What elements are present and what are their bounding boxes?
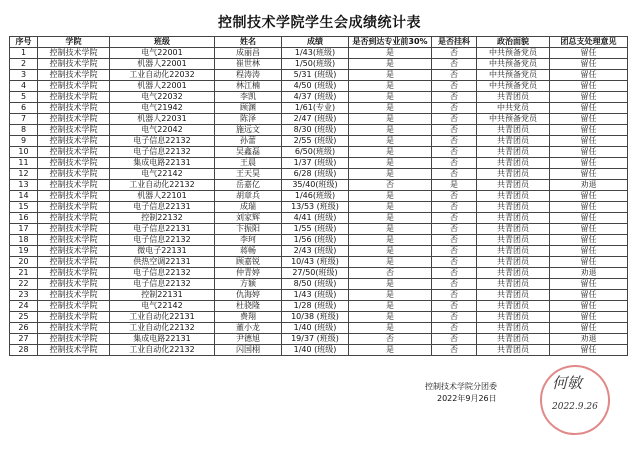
table-cell: 1/40 (班级) xyxy=(282,323,349,334)
table-cell: 是 xyxy=(349,213,432,224)
table-cell: 电子信息22131 xyxy=(110,202,215,213)
table-cell: 控制技术学院 xyxy=(38,224,110,235)
table-row xyxy=(10,268,628,279)
table-row xyxy=(10,246,628,257)
table-cell: 崔世林 xyxy=(215,59,282,70)
header-cell: 政治面貌 xyxy=(477,37,550,48)
table-cell: 否 xyxy=(432,323,477,334)
table-cell: 留任 xyxy=(550,169,628,180)
table-cell: 电子信息22132 xyxy=(110,136,215,147)
table-cell: 留任 xyxy=(550,202,628,213)
table-cell: 是 xyxy=(349,246,432,257)
table-cell: 工业自动化22132 xyxy=(110,345,215,356)
footer-date: 2022年9月26日 xyxy=(437,394,497,403)
table-cell: 否 xyxy=(432,70,477,81)
table-cell: 否 xyxy=(432,213,477,224)
table-cell: 否 xyxy=(432,158,477,169)
table-cell: 否 xyxy=(432,147,477,158)
table-cell: 顾渊 xyxy=(215,103,282,114)
table-cell: 3 xyxy=(10,70,38,81)
table-cell: 27/50(班级) xyxy=(282,268,349,279)
table-cell: 留任 xyxy=(550,290,628,301)
table-cell: 闪国栩 xyxy=(215,345,282,356)
table-cell: 否 xyxy=(432,169,477,180)
table-cell: 共青团员 xyxy=(477,169,550,180)
table-row xyxy=(10,301,628,312)
table-cell: 1/46(班级) xyxy=(282,191,349,202)
table-cell: 共青团员 xyxy=(477,213,550,224)
table-cell: 控制技术学院 xyxy=(38,92,110,103)
table-cell: 控制技术学院 xyxy=(38,301,110,312)
table-cell: 否 xyxy=(432,312,477,323)
table-row xyxy=(10,169,628,180)
table-cell: 电气22142 xyxy=(110,301,215,312)
table-cell: 控制技术学院 xyxy=(38,125,110,136)
table-cell: 电子信息22132 xyxy=(110,279,215,290)
table-cell: 留任 xyxy=(550,59,628,70)
table-cell: 是 xyxy=(349,290,432,301)
table-cell: 工业自动化22132 xyxy=(110,180,215,191)
header-cell: 成绩 xyxy=(282,37,349,48)
table-cell: 控制技术学院 xyxy=(38,147,110,158)
table-cell: 21 xyxy=(10,268,38,279)
header-cell: 序号 xyxy=(10,37,38,48)
table-cell: 19 xyxy=(10,246,38,257)
table-row xyxy=(10,59,628,70)
table-cell: 控制技术学院 xyxy=(38,158,110,169)
table-cell: 王晨 xyxy=(215,158,282,169)
table-cell: 共青团员 xyxy=(477,246,550,257)
table-cell: 35/40(班级) xyxy=(282,180,349,191)
table-cell: 共青团员 xyxy=(477,125,550,136)
table-cell: 是 xyxy=(349,323,432,334)
table-cell: 是 xyxy=(349,224,432,235)
table-cell: 留任 xyxy=(550,136,628,147)
table-cell: 中共预备党员 xyxy=(477,114,550,125)
table-cell: 机器人22001 xyxy=(110,59,215,70)
table-cell: 13 xyxy=(10,180,38,191)
table-cell: 机器人22101 xyxy=(110,191,215,202)
table-cell: 是 xyxy=(349,125,432,136)
table-cell: 电子信息22132 xyxy=(110,235,215,246)
table-cell: 19/37 (班级) xyxy=(282,334,349,345)
table-cell: 留任 xyxy=(550,191,628,202)
table-cell: 否 xyxy=(432,125,477,136)
header-cell: 是否到达专业前30% xyxy=(349,37,432,48)
table-cell: 施远文 xyxy=(215,125,282,136)
table-cell: 否 xyxy=(432,103,477,114)
table-cell: 2/55 (班级) xyxy=(282,136,349,147)
table-cell: 是 xyxy=(349,70,432,81)
table-cell: 1/50(班级) xyxy=(282,59,349,70)
table-cell: 8/30 (班级) xyxy=(282,125,349,136)
table-row xyxy=(10,180,628,191)
table-cell: 陈泽 xyxy=(215,114,282,125)
table-cell: 23 xyxy=(10,290,38,301)
table-cell: 控制技术学院 xyxy=(38,114,110,125)
table-cell: 28 xyxy=(10,345,38,356)
table-cell: 控制技术学院 xyxy=(38,70,110,81)
table-row xyxy=(10,213,628,224)
table-cell: 控制技术学院 xyxy=(38,334,110,345)
table-cell: 微电子22131 xyxy=(110,246,215,257)
table-cell: 否 xyxy=(432,224,477,235)
table-row xyxy=(10,70,628,81)
table-cell: 27 xyxy=(10,334,38,345)
table-cell: 控制技术学院 xyxy=(38,213,110,224)
handwritten-signature: 何敏 xyxy=(552,374,583,392)
table-cell: 是 xyxy=(349,235,432,246)
table-cell: 共青团员 xyxy=(477,224,550,235)
table-cell: 控制技术学院 xyxy=(38,59,110,70)
table-cell: 电气22001 xyxy=(110,48,215,59)
table-cell: 李凯 xyxy=(215,92,282,103)
table-cell: 2/47 (班级) xyxy=(282,114,349,125)
table-cell: 6/28 (班级) xyxy=(282,169,349,180)
header-cell: 班级 xyxy=(110,37,215,48)
table-row xyxy=(10,147,628,158)
table-row xyxy=(10,48,628,59)
table-row xyxy=(10,92,628,103)
table-cell: 是 xyxy=(349,345,432,356)
table-cell: 控制技术学院 xyxy=(38,268,110,279)
table-cell: 是 xyxy=(349,81,432,92)
table-cell: 留任 xyxy=(550,48,628,59)
table-row xyxy=(10,290,628,301)
table-cell: 留任 xyxy=(550,279,628,290)
table-cell: 1/40 (班级) xyxy=(282,345,349,356)
table-cell: 否 xyxy=(432,114,477,125)
table-cell: 否 xyxy=(432,290,477,301)
table-cell: 8 xyxy=(10,125,38,136)
table-cell: 否 xyxy=(432,246,477,257)
table-body xyxy=(10,48,628,356)
table-cell: 留任 xyxy=(550,301,628,312)
table-cell: 留任 xyxy=(550,103,628,114)
table-cell: 15 xyxy=(10,202,38,213)
table-row xyxy=(10,279,628,290)
table-cell: 集成电路22131 xyxy=(110,334,215,345)
table-cell: 1 xyxy=(10,48,38,59)
table-cell: 是 xyxy=(349,103,432,114)
table-cell: 工业自动化22032 xyxy=(110,70,215,81)
table-cell: 共青团员 xyxy=(477,257,550,268)
table-row xyxy=(10,323,628,334)
table-cell: 2/43 (班级) xyxy=(282,246,349,257)
header-cell: 团总支处理意见 xyxy=(550,37,628,48)
table-cell: 10/38 (班级) xyxy=(282,312,349,323)
table-cell: 10/43 (班级) xyxy=(282,257,349,268)
table-cell: 控制技术学院 xyxy=(38,345,110,356)
table-cell: 控制技术学院 xyxy=(38,246,110,257)
table-cell: 留任 xyxy=(550,213,628,224)
table-cell: 电子信息22132 xyxy=(110,268,215,279)
table-cell: 1/37 (班级) xyxy=(282,158,349,169)
table-row xyxy=(10,191,628,202)
table-cell: 控制技术学院 xyxy=(38,48,110,59)
header-cell: 姓名 xyxy=(215,37,282,48)
table-cell: 控制技术学院 xyxy=(38,81,110,92)
table-cell: 是 xyxy=(349,158,432,169)
table-cell: 留任 xyxy=(550,158,628,169)
table-cell: 9 xyxy=(10,136,38,147)
table-cell: 中共预备党员 xyxy=(477,48,550,59)
table-cell: 电气22142 xyxy=(110,169,215,180)
table-cell: 是 xyxy=(349,147,432,158)
table-cell: 共青团员 xyxy=(477,268,550,279)
table-cell: 4 xyxy=(10,81,38,92)
table-cell: 电气22032 xyxy=(110,92,215,103)
table-cell: 共青团员 xyxy=(477,235,550,246)
table-cell: 否 xyxy=(349,334,432,345)
table-cell: 否 xyxy=(432,279,477,290)
table-cell: 否 xyxy=(349,268,432,279)
table-cell: 1/56 (班级) xyxy=(282,235,349,246)
table-cell: 留任 xyxy=(550,345,628,356)
table-cell: 22 xyxy=(10,279,38,290)
table-cell: 控制技术学院 xyxy=(38,235,110,246)
table-row xyxy=(10,136,628,147)
table-cell: 共青团员 xyxy=(477,202,550,213)
table-cell: 控制技术学院 xyxy=(38,279,110,290)
table-cell: 中共预备党员 xyxy=(477,59,550,70)
table-cell: 共青团员 xyxy=(477,334,550,345)
table-cell: 17 xyxy=(10,224,38,235)
table-cell: 吴鑫磊 xyxy=(215,147,282,158)
grades-table xyxy=(9,36,628,356)
table-cell: 杜骁隆 xyxy=(215,301,282,312)
table-cell: 留任 xyxy=(550,323,628,334)
table-row xyxy=(10,125,628,136)
table-cell: 共青团员 xyxy=(477,312,550,323)
table-cell: 共青团员 xyxy=(477,92,550,103)
table-row xyxy=(10,345,628,356)
table-cell: 否 xyxy=(432,257,477,268)
table-cell: 蒋畅 xyxy=(215,246,282,257)
table-cell: 否 xyxy=(432,235,477,246)
table-cell: 25 xyxy=(10,312,38,323)
table-cell: 劝退 xyxy=(550,180,628,191)
table-cell: 否 xyxy=(432,268,477,279)
table-cell: 11 xyxy=(10,158,38,169)
table-cell: 仲青婷 xyxy=(215,268,282,279)
table-cell: 方颖 xyxy=(215,279,282,290)
table-cell: 否 xyxy=(432,202,477,213)
table-cell: 13/53 (班级) xyxy=(282,202,349,213)
table-cell: 电气21942 xyxy=(110,103,215,114)
handwritten-date: 2022.9.26 xyxy=(552,402,598,412)
table-cell: 胡章兵 xyxy=(215,191,282,202)
table-cell: 否 xyxy=(432,191,477,202)
table-cell: 6 xyxy=(10,103,38,114)
table-cell: 控制22131 xyxy=(110,290,215,301)
table-cell: 是 xyxy=(349,169,432,180)
table-cell: 8/50 (班级) xyxy=(282,279,349,290)
table-cell: 留任 xyxy=(550,81,628,92)
table-cell: 共青团员 xyxy=(477,279,550,290)
table-cell: 是 xyxy=(349,136,432,147)
table-cell: 共青团员 xyxy=(477,136,550,147)
table-cell: 顾嘉锐 xyxy=(215,257,282,268)
table-row xyxy=(10,114,628,125)
table-cell: 共青团员 xyxy=(477,180,550,191)
table-cell: 留任 xyxy=(550,147,628,158)
table-cell: 控制技术学院 xyxy=(38,257,110,268)
table-cell: 劝退 xyxy=(550,268,628,279)
table-cell: 20 xyxy=(10,257,38,268)
table-cell: 留任 xyxy=(550,114,628,125)
table-cell: 中共党员 xyxy=(477,103,550,114)
table-cell: 12 xyxy=(10,169,38,180)
table-cell: 王天昊 xyxy=(215,169,282,180)
table-cell: 李珂 xyxy=(215,235,282,246)
table-cell: 共青团员 xyxy=(477,323,550,334)
table-cell: 是 xyxy=(349,48,432,59)
table-cell: 14 xyxy=(10,191,38,202)
table-cell: 留任 xyxy=(550,246,628,257)
table-cell: 是 xyxy=(349,191,432,202)
table-row xyxy=(10,257,628,268)
table-cell: 否 xyxy=(432,48,477,59)
table-cell: 是 xyxy=(349,279,432,290)
table-cell: 18 xyxy=(10,235,38,246)
table-cell: 否 xyxy=(432,81,477,92)
table-cell: 26 xyxy=(10,323,38,334)
table-cell: 控制22132 xyxy=(110,213,215,224)
table-cell: 留任 xyxy=(550,125,628,136)
table-cell: 否 xyxy=(349,180,432,191)
table-row xyxy=(10,334,628,345)
table-cell: 4/37 (班级) xyxy=(282,92,349,103)
table-row xyxy=(10,224,628,235)
table-cell: 5/31 (班级) xyxy=(282,70,349,81)
document-title: 控制技术学院学生会成绩统计表 xyxy=(218,15,421,31)
table-cell: 是 xyxy=(349,202,432,213)
table-cell: 否 xyxy=(432,59,477,70)
table-cell: 费翔 xyxy=(215,312,282,323)
table-header-row xyxy=(10,37,628,48)
table-cell: 4/41 (班级) xyxy=(282,213,349,224)
table-cell: 24 xyxy=(10,301,38,312)
table-cell: 共青团员 xyxy=(477,301,550,312)
table-cell: 5 xyxy=(10,92,38,103)
table-cell: 控制技术学院 xyxy=(38,136,110,147)
table-cell: 是 xyxy=(432,180,477,191)
table-cell: 是 xyxy=(349,92,432,103)
table-row xyxy=(10,202,628,213)
table-cell: 岳嘉亿 xyxy=(215,180,282,191)
table-cell: 中共预备党员 xyxy=(477,81,550,92)
table-cell: 7 xyxy=(10,114,38,125)
table-cell: 6/50(班级) xyxy=(282,147,349,158)
table-cell: 留任 xyxy=(550,257,628,268)
table-cell: 共青团员 xyxy=(477,345,550,356)
table-cell: 林江楠 xyxy=(215,81,282,92)
table-cell: 控制技术学院 xyxy=(38,169,110,180)
table-cell: 否 xyxy=(432,334,477,345)
table-cell: 留任 xyxy=(550,70,628,81)
table-cell: 2 xyxy=(10,59,38,70)
table-cell: 尹德旭 xyxy=(215,334,282,345)
table-cell: 工业自动化22132 xyxy=(110,323,215,334)
table-cell: 程涛涛 xyxy=(215,70,282,81)
table-cell: 1/55 (班级) xyxy=(282,224,349,235)
table-cell: 孙蕾 xyxy=(215,136,282,147)
table-row xyxy=(10,235,628,246)
table-cell: 否 xyxy=(432,136,477,147)
table-cell: 否 xyxy=(432,301,477,312)
table-cell: 机器人22001 xyxy=(110,81,215,92)
header-cell: 学院 xyxy=(38,37,110,48)
table-cell: 供热空调22131 xyxy=(110,257,215,268)
table-cell: 控制技术学院 xyxy=(38,191,110,202)
table-cell: 留任 xyxy=(550,235,628,246)
table-cell: 是 xyxy=(349,312,432,323)
table-row xyxy=(10,158,628,169)
table-cell: 1/61(专业) xyxy=(282,103,349,114)
table-cell: 共青团员 xyxy=(477,191,550,202)
table-cell: 刘家辉 xyxy=(215,213,282,224)
table-cell: 留任 xyxy=(550,92,628,103)
table-cell: 共青团员 xyxy=(477,147,550,158)
table-cell: 劝退 xyxy=(550,334,628,345)
table-cell: 1/28 (班级) xyxy=(282,301,349,312)
table-cell: 留任 xyxy=(550,312,628,323)
footer-org: 控制技术学院分团委 xyxy=(425,382,497,391)
table-cell: 控制技术学院 xyxy=(38,290,110,301)
table-cell: 是 xyxy=(349,301,432,312)
table-cell: 留任 xyxy=(550,224,628,235)
table-cell: 电子信息22132 xyxy=(110,147,215,158)
table-cell: 共青团员 xyxy=(477,158,550,169)
table-cell: 否 xyxy=(432,345,477,356)
table-cell: 控制技术学院 xyxy=(38,202,110,213)
header-cell: 是否挂科 xyxy=(432,37,477,48)
table-cell: 卞振阳 xyxy=(215,224,282,235)
table-cell: 电子信息22131 xyxy=(110,224,215,235)
table-cell: 控制技术学院 xyxy=(38,312,110,323)
table-cell: 1/43 (班级) xyxy=(282,290,349,301)
table-cell: 成丽昌 xyxy=(215,48,282,59)
table-cell: 仇海婷 xyxy=(215,290,282,301)
table-row xyxy=(10,81,628,92)
table-cell: 共青团员 xyxy=(477,290,550,301)
table-cell: 10 xyxy=(10,147,38,158)
table-cell: 机器人22031 xyxy=(110,114,215,125)
table-cell: 董小龙 xyxy=(215,323,282,334)
table-cell: 中共预备党员 xyxy=(477,70,550,81)
table-cell: 控制技术学院 xyxy=(38,323,110,334)
table-cell: 是 xyxy=(349,257,432,268)
table-cell: 是 xyxy=(349,59,432,70)
table-cell: 工业自动化22131 xyxy=(110,312,215,323)
table-row xyxy=(10,312,628,323)
table-cell: 是 xyxy=(349,114,432,125)
table-row xyxy=(10,103,628,114)
table-cell: 集成电路22131 xyxy=(110,158,215,169)
table-cell: 1/43(班级) xyxy=(282,48,349,59)
table-cell: 成瑞 xyxy=(215,202,282,213)
table-cell: 否 xyxy=(432,92,477,103)
table-cell: 4/50 (班级) xyxy=(282,81,349,92)
table-cell: 16 xyxy=(10,213,38,224)
table-cell: 电气22042 xyxy=(110,125,215,136)
table-cell: 控制技术学院 xyxy=(38,180,110,191)
table-cell: 控制技术学院 xyxy=(38,103,110,114)
